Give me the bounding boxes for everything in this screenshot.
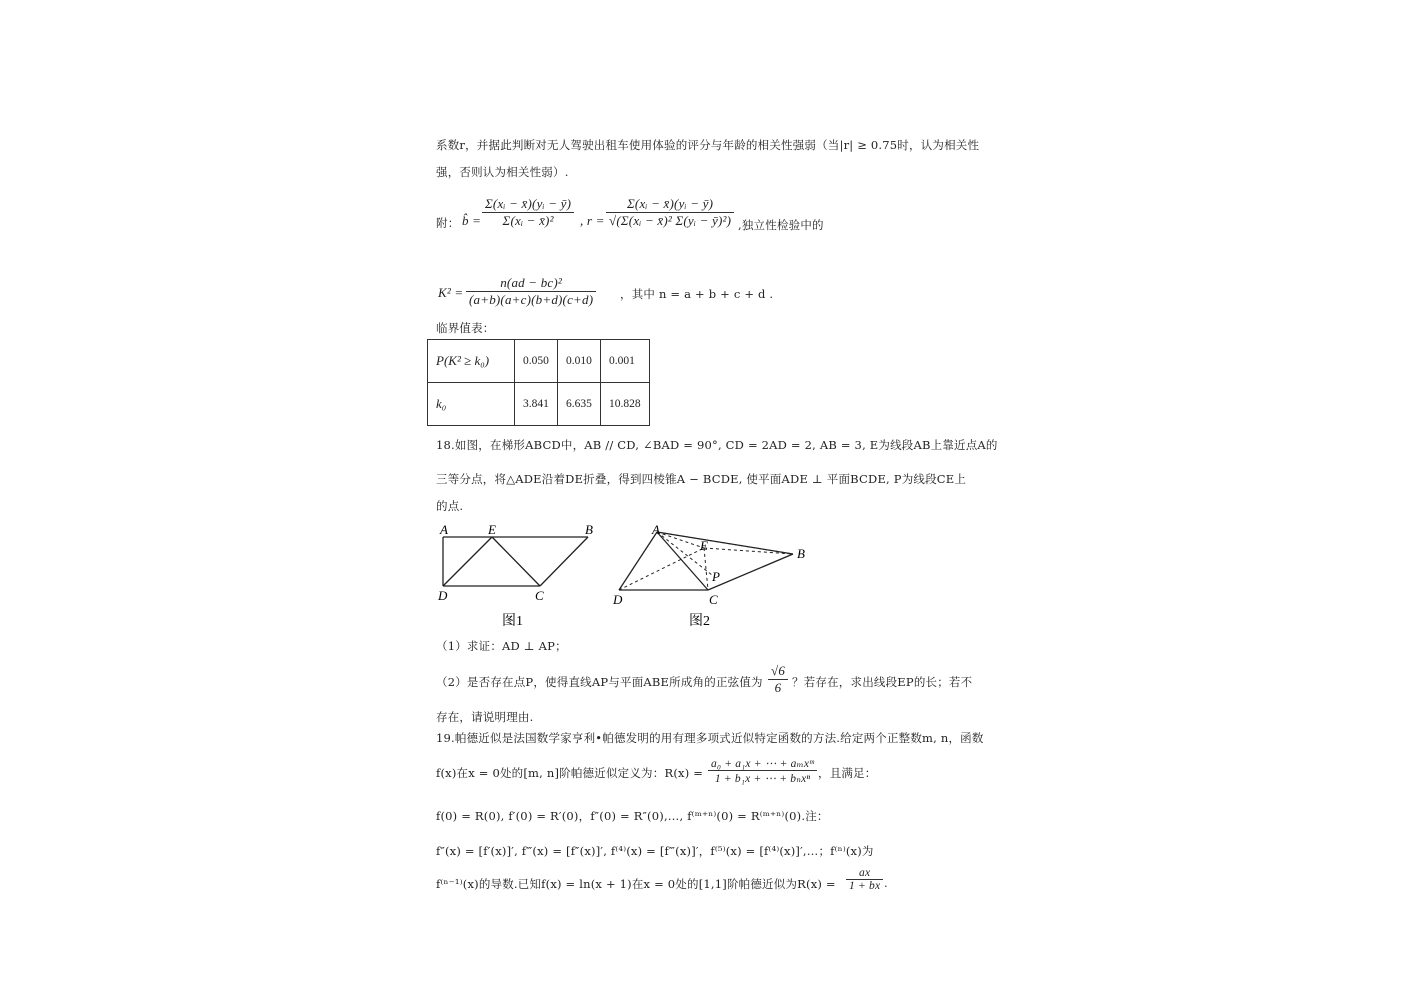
- table-cell: 10.828: [601, 383, 650, 426]
- table-cell: 6.635: [558, 383, 601, 426]
- fig2-label-b: B: [797, 546, 805, 561]
- formula-k2-numerator: n(ad − bc)²: [466, 275, 596, 292]
- formula-indep-text: ,独立性检验中的: [738, 218, 824, 232]
- q19-line-5-a: f⁽ⁿ⁻¹⁾(x)的导数.已知f(x) = ln(x + 1)在x = 0处的[1,1]阶帕德近似为R(x) =: [436, 877, 836, 891]
- fig2-label-a: A: [652, 522, 660, 537]
- fig2-label-p: P: [712, 569, 720, 584]
- fig1-caption: 图1: [502, 614, 523, 629]
- fig2-caption: 图2: [689, 614, 710, 629]
- fig1-label-a: A: [440, 522, 448, 537]
- formula-b-numerator: Σ(xᵢ − x̄)(yᵢ − ȳ): [482, 196, 574, 213]
- table-row: [428, 383, 650, 426]
- figure-2-pyramid: [605, 518, 815, 633]
- q18-part-2-frac: [768, 663, 788, 696]
- formula-k2-label: K² =: [438, 285, 464, 300]
- q19-pade-frac: [708, 756, 817, 785]
- q19-r-frac: [846, 867, 883, 892]
- q18-frac-denominator: 6: [774, 680, 782, 695]
- formula-b-hat-label: b̂ =: [462, 213, 482, 228]
- q18-line-2: 三等分点，将△ADE沿着DE折叠，得到四棱锥A − BCDE, 使平面ADE ⊥ 平面BCDE, P为线段CE上: [436, 472, 967, 486]
- q19-line-3: f(0) = R(0), f′(0) = R′(0)，f″(0) = R″(0),…, f⁽ᵐ⁺ⁿ⁾(0) = R⁽ᵐ⁺ⁿ⁾(0).注：: [436, 809, 829, 823]
- q19-line-5-b: .: [884, 876, 888, 890]
- formula-k2-denominator: (a+b)(a+c)(b+d)(c+d): [469, 292, 594, 307]
- q19-line-1: 19.帕德近似是法国数学家亨利•帕德发明的用有理多项式近似特定函数的方法.给定两个正整数m, n，函数: [436, 731, 984, 745]
- q18-part-1: （1）求证：AD ⊥ AP；: [436, 639, 567, 653]
- formula-r-label: , r =: [580, 213, 605, 228]
- fig1-label-b: B: [585, 522, 593, 537]
- table-cell: 0.050: [515, 340, 558, 383]
- table-cell: 0.010: [558, 340, 601, 383]
- fig2-label-d: D: [613, 592, 623, 607]
- formula-r: [606, 196, 734, 229]
- q17-line-2: 强，否则认为相关性弱）.: [436, 165, 569, 179]
- q18-part-2-c: 存在，请说明理由.: [436, 710, 534, 724]
- table-head-cell: k₀: [428, 383, 515, 426]
- q19-line-2-b: ，且满足：: [818, 766, 877, 780]
- formula-fu-label: 附：: [436, 216, 460, 230]
- q19-line-4: f″(x) = [f′(x)]′, f‴(x) = [f″(x)]′, f⁽⁴⁾(x) = [f‴(x)]′，f⁽⁵⁾(x) = [f⁽⁴⁾(x)]′,…；f⁽ⁿ⁾(x)为: [436, 844, 874, 858]
- table-cell: 3.841: [515, 383, 558, 426]
- fig2-label-e: E: [700, 538, 708, 553]
- q18-part-2-a: （2）是否存在点P，使得直线AP与平面ABE所成角的正弦值为: [436, 675, 763, 689]
- q18-part-2-b: ？若存在，求出线段EP的长；若不: [792, 675, 973, 689]
- q18-line-3: 的点.: [436, 499, 464, 513]
- figure-1-trapezoid: [430, 518, 605, 633]
- table-head-cell: P(K² ≥ k₀): [428, 340, 515, 383]
- table-cell: 0.001: [601, 340, 650, 383]
- fig1-label-c: C: [535, 588, 544, 603]
- q19-r-denominator: 1 + bx: [849, 880, 881, 892]
- fig1-label-d: D: [438, 588, 448, 603]
- q17-line-1: 系数r，并据此判断对无人驾驶出租车使用体验的评分与年龄的相关性强弱（当|r| ≥ 0.75时，认为相关性: [436, 138, 980, 152]
- fig1-label-e: E: [488, 522, 496, 537]
- q19-pade-numerator: a₀ + a₁x + ⋯ + aₘxᵐ: [708, 756, 817, 771]
- formula-k2: [466, 275, 596, 308]
- q19-r-numerator: ax: [846, 867, 883, 880]
- q19-pade-denominator: 1 + b₁x + ⋯ + bₙxⁿ: [714, 773, 811, 785]
- q18-frac-numerator: √6: [768, 663, 788, 680]
- q18-line-1: 18.如图，在梯形ABCD中，AB // CD, ∠BAD = 90°, CD = 2AD = 2, AB = 3, E为线段AB上靠近点A的: [436, 438, 998, 452]
- formula-k2-where: ，其中 n = a + b + c + d .: [620, 287, 774, 301]
- formula-b-hat: [482, 196, 574, 229]
- formula-b-denominator: Σ(xᵢ − x̄)²: [502, 213, 554, 228]
- critical-table-title: 临界值表：: [436, 321, 495, 335]
- formula-r-numerator: Σ(xᵢ − x̄)(yᵢ − ȳ): [606, 196, 734, 213]
- q19-line-2-a: f(x)在x = 0处的[m, n]阶帕德近似定义为：R(x) =: [436, 766, 704, 780]
- formula-r-denominator: √(Σ(xᵢ − x̄)² Σ(yᵢ − ȳ)²): [609, 213, 732, 228]
- critical-value-table: [427, 339, 650, 426]
- fig2-label-c: C: [709, 592, 718, 607]
- table-row: [428, 340, 650, 383]
